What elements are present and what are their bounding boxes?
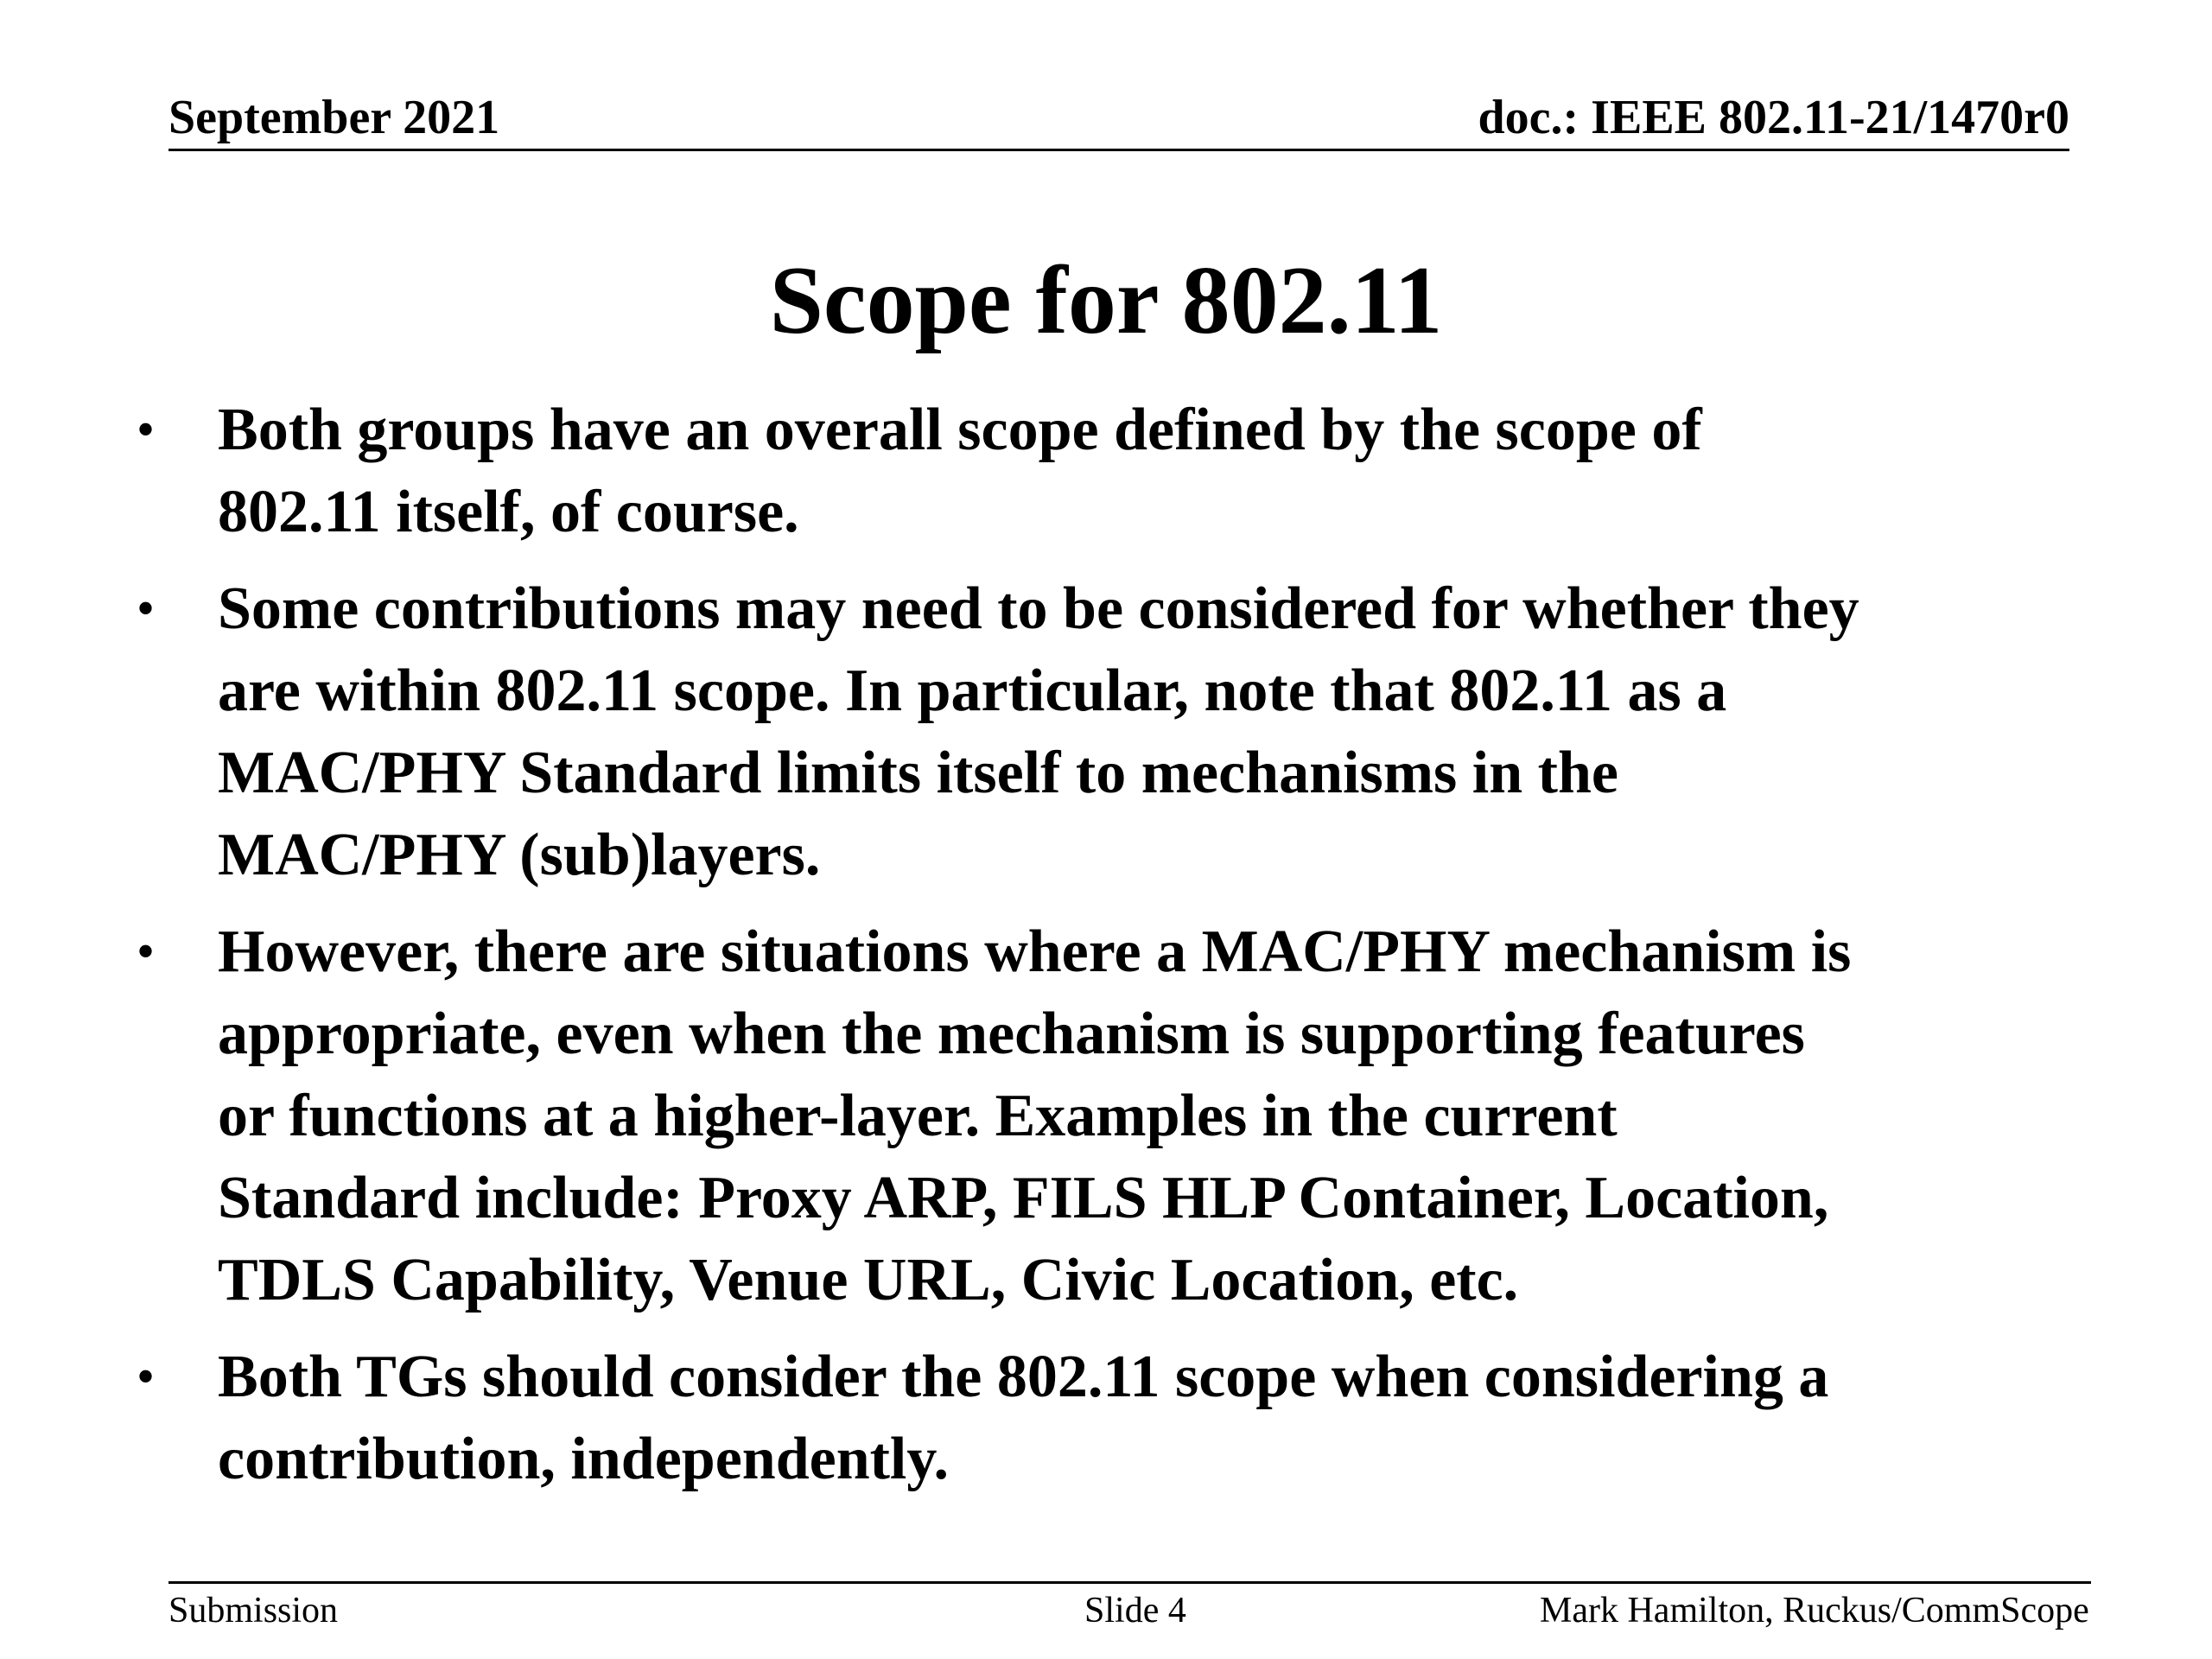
- bullet-item: [130, 389, 2117, 553]
- bullet-marker: •: [137, 923, 156, 980]
- bullet-item: [130, 1336, 2117, 1500]
- bullet-text: Some contributions may need to be considered for whether they are within 802.11 scope. In particular, note that 802.11 as a MAC/PHY Standard limits itself to mechanisms in the MAC/PHY (sub)layers.: [218, 575, 1859, 888]
- slide-title: Scope for 802.11: [769, 247, 1443, 354]
- slide-header: [168, 86, 2069, 151]
- bullet-marker: •: [137, 401, 156, 458]
- header-document-id: doc.: IEEE 802.11-21/1470r0: [1478, 91, 2069, 144]
- footer-divider: [168, 1581, 2091, 1584]
- footer-slide-number: Slide 4: [1084, 1591, 1186, 1630]
- bullet-item: [130, 911, 2117, 1321]
- footer-author: Mark Hamilton, Ruckus/CommScope: [1540, 1591, 2089, 1630]
- bullet-text: However, there are situations where a MAC/PHY mechanism is appropriate, even when the mechanism is supporting features or functions at a higher-layer. Examples in the current Standard include: Proxy ARP, FILS HLP Container, Location, TDLS Capability, Venue URL, Civic Location, etc.: [218, 918, 1852, 1313]
- bullet-text: Both TGs should consider the 802.11 scope when considering a contribution, independently.: [218, 1344, 1829, 1492]
- bullet-item: [130, 568, 2117, 896]
- bullet-list: [130, 389, 2117, 1515]
- footer-submission: Submission: [168, 1591, 339, 1630]
- header-date: September 2021: [168, 91, 500, 144]
- bullet-text: Both groups have an overall scope defined by the scope of 802.11 itself, of course.: [218, 397, 1702, 545]
- bullet-marker: •: [137, 580, 156, 637]
- bullet-marker: •: [137, 1348, 156, 1405]
